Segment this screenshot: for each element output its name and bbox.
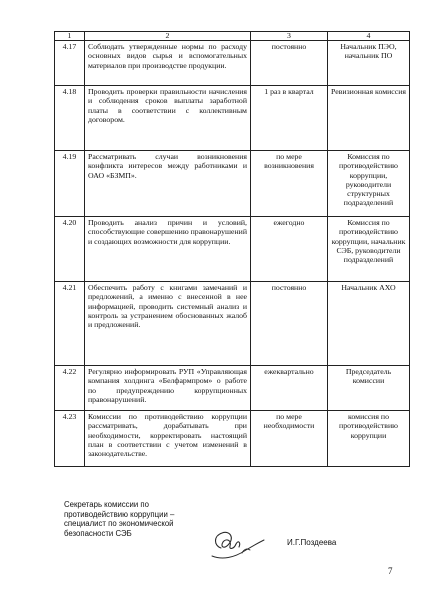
row-responsible: Начальник АХО: [328, 282, 410, 366]
signatory-position-line: противодействию коррупции –: [64, 509, 175, 519]
table-header-row: [55, 32, 410, 41]
row-number: 4.19: [55, 151, 85, 217]
row-measure: Обеспечить работу с книгами замечаний и предложений, а именно с внесенной в нее информацией, проводить системный анализ и контроль за устранением обоснованных жалоб и предложений.: [85, 282, 251, 366]
table-row: [55, 151, 410, 217]
row-responsible: Комиссия по противодействию коррупции, начальник СЭБ, руководители подразделений: [328, 217, 410, 282]
row-number: 4.22: [55, 366, 85, 411]
row-number: 4.23: [55, 411, 85, 467]
signatory-position-line: специалист по экономической: [64, 519, 174, 529]
table-row: [55, 217, 410, 282]
header-col-number: 1: [55, 32, 85, 41]
row-number: 4.17: [55, 41, 85, 86]
anti-corruption-plan-table: [54, 31, 410, 467]
handwritten-signature: [208, 526, 270, 562]
header-col-measure: 2: [85, 32, 251, 41]
row-term: по мере возникновения: [251, 151, 328, 217]
row-responsible: Комиссия по противодействию коррупции, руководители структурных подразделений: [328, 151, 410, 217]
page-number: 7: [388, 566, 393, 576]
signatory-position-line: безопасности СЭБ: [64, 528, 132, 538]
row-measure: Проводить анализ причин и условий, способствующие совершению правонарушений и создающих возможности для коррупции.: [85, 217, 251, 282]
row-responsible: комиссия по противодействию коррупции: [328, 411, 410, 467]
row-term: ежегодно: [251, 217, 328, 282]
row-responsible: Ревизионная комиссия: [328, 86, 410, 151]
table-row: [55, 41, 410, 86]
row-measure: Комиссии по противодействию коррупции рассматривать, дорабатывать при необходимости, корректировать настоящий план в соответствии с учетом изменений в законодательстве.: [85, 411, 251, 467]
signatory-position-line: Секретарь комиссии по: [64, 500, 149, 509]
row-number: 4.21: [55, 282, 85, 366]
row-term: ежеквартально: [251, 366, 328, 411]
header-col-responsible: 4: [328, 32, 410, 41]
table-row: [55, 411, 410, 467]
row-measure: Соблюдать утвержденные нормы по расходу основных видов сырья и вспомогательных материалов при производстве продукции.: [85, 41, 251, 86]
row-term: 1 раз в квартал: [251, 86, 328, 151]
row-responsible: Председатель комиссии: [328, 366, 410, 411]
signer-name: И.Г.Поздеева: [287, 538, 337, 547]
header-col-term: 3: [251, 32, 328, 41]
row-number: 4.18: [55, 86, 85, 151]
row-measure: Проводить проверки правильности начисления и соблюдения сроков выплаты заработной платы в соответствии с коллективным договором.: [85, 86, 251, 151]
row-term: постоянно: [251, 41, 328, 86]
row-measure: Регулярно информировать РУП «Управляющая компания холдинга «Белфармпром» о работе по предупреждению коррупционных правонарушений.: [85, 366, 251, 411]
row-number: 4.20: [55, 217, 85, 282]
table-row: [55, 86, 410, 151]
row-responsible: Начальник ПЭО, начальник ПО: [328, 41, 410, 86]
row-measure: Рассматривать случаи возникновения конфликта интересов между работниками и ОАО «БЗМП».: [85, 151, 251, 217]
table-row: [55, 282, 410, 366]
table-row: [55, 366, 410, 411]
signatory-block: [64, 500, 214, 538]
row-term: постоянно: [251, 282, 328, 366]
row-term: по мере необходимости: [251, 411, 328, 467]
